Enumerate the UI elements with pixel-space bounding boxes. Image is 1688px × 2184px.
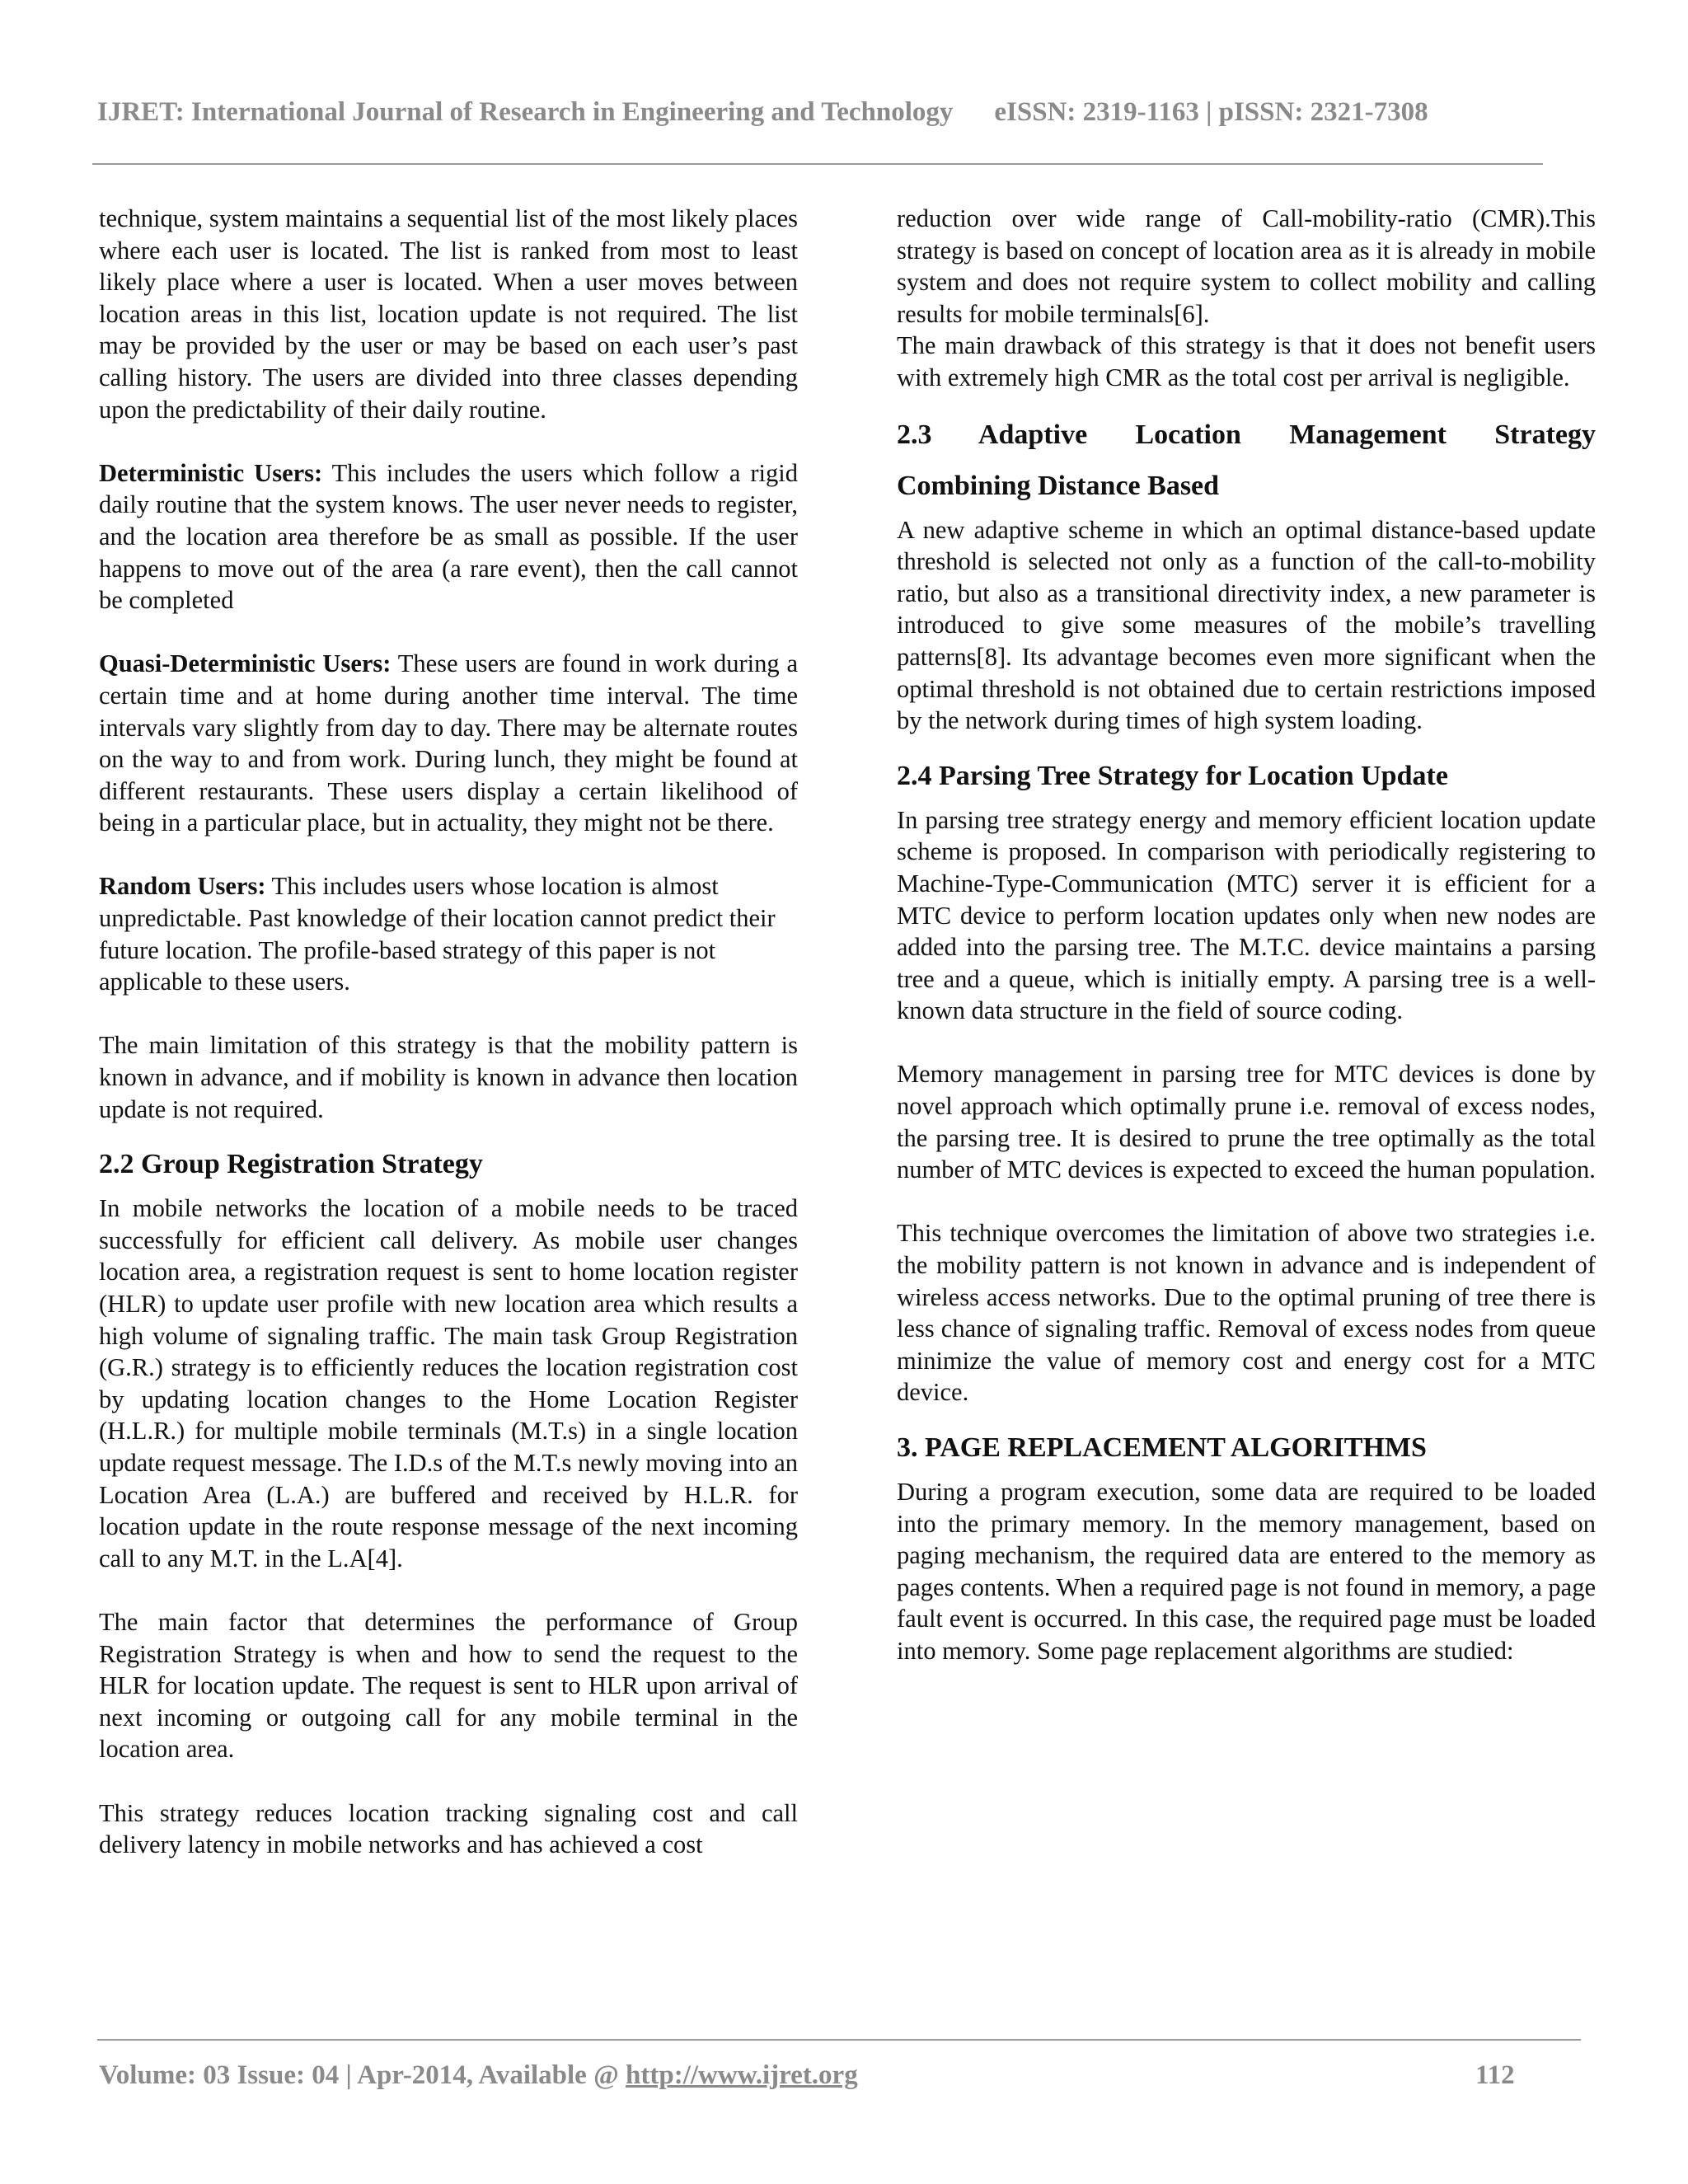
header-rule <box>92 163 1543 165</box>
footer-rule <box>97 2039 1581 2041</box>
page-footer <box>99 2060 1517 2091</box>
page-header <box>97 97 1428 128</box>
paragraph: The main drawback of this strategy is that it does not benefit users with extremely high CMR as the total cost per arrival is negligible. <box>897 331 1596 391</box>
issn-info: eISSN: 2319-1163 | pISSN: 2321-7308 <box>994 97 1428 127</box>
journal-title: IJRET: International Journal of Research in Engineering and Technology <box>97 97 954 127</box>
paragraph-text: This includes the users which follow a rigid daily routine that the system knows. The user never needs to register, and the location area therefore be as small as possible. If the user happens to move out of the area (a rare event), then the call cannot be completed <box>99 458 798 615</box>
deterministic-users-paragraph <box>99 457 798 616</box>
section-heading-2-4: 2.4 Parsing Tree Strategy for Location Update <box>897 760 1448 791</box>
paragraph: This technique overcomes the limitation of above two strategies i.e. the mobility pattern is not known in advance and is independent of wireless access networks. Due to the optimal pruning of tree there is less chance of signaling traffic. Removal of excess nodes from queue minimize the value of memory cost and energy cost for a MTC device. <box>897 1219 1596 1407</box>
paragraph: technique, system maintains a sequential list of the most likely places where each user is located. The list is ranked from most to least likely place where a user is located. When a user moves between location areas in this list, location update is not required. The list may be provided by the user or may be based on each user’s past calling history. The users are divided into three classes depending upon the predictability of their daily routine. <box>99 204 798 424</box>
right-column <box>897 203 1596 1667</box>
quasi-deterministic-users-paragraph <box>99 648 798 839</box>
term-label: Deterministic Users: <box>99 458 323 487</box>
section-heading-2-3: 2.3 Adaptive Location Management Strategy <box>897 419 1596 450</box>
paragraph: A new adaptive scheme in which an optimal distance-based update threshold is selected not only as a function of the call-to-mobility ratio, but also as a transitional directivity index, a new parameter is introduced to give some measures of the mobile’s travelling patterns[8]. Its advantage becomes even more significant when the optimal threshold is not obtained due to certain restrictions imposed by the network during times of high system loading. <box>897 515 1596 735</box>
paragraph: reduction over wide range of Call-mobility-ratio (CMR).This strategy is based on concept of location area as it is already in mobile system and does not require system to collect mobility and calling results for mobile terminals[6]. <box>897 204 1596 328</box>
section-heading-3: 3. PAGE REPLACEMENT ALGORITHMS <box>897 1432 1427 1463</box>
section-heading-2-2: 2.2 Group Registration Strategy <box>99 1149 483 1180</box>
paragraph: In parsing tree strategy energy and memory efficient location update scheme is proposed. In comparison with periodically registering to Machine-Type-Communication (MTC) server it is efficient for a MTC device to perform location updates only when new nodes are added into the parsing tree. The M.T.C. device maintains a parsing tree and a queue, which is initially empty. A parsing tree is a well-known data structure in the field of source coding. <box>897 805 1596 1025</box>
page-number: 112 <box>1475 2060 1515 2090</box>
section-heading-2-3-continued: Combining Distance Based <box>897 470 1220 501</box>
random-users-paragraph <box>99 870 798 997</box>
journal-link[interactable]: http://www.ijret.org <box>626 2060 858 2090</box>
paragraph: Memory management in parsing tree for MTC devices is done by novel approach which optimally prune i.e. removal of excess nodes, the parsing tree. It is desired to prune the tree optimally as the total number of MTC devices is expected to exceed the human population. <box>897 1060 1596 1184</box>
volume-info: Volume: 03 Issue: 04 | Apr-2014, Available @ <box>99 2060 626 2090</box>
paragraph: During a program execution, some data are required to be loaded into the primary memory. In the memory management, based on paging mechanism, the required data are entered to the memory as pages contents. When a required page is not found in memory, a page fault event is occurred. In this case, the required page must be loaded into memory. Some page replacement algorithms are studied: <box>897 1478 1596 1665</box>
term-label: Quasi-Deterministic Users: <box>99 649 392 678</box>
paragraph: In mobile networks the location of a mobile needs to be traced successfully for efficient call delivery. As mobile user changes location area, a registration request is sent to home location register (HLR) to update user profile with new location area which results a high volume of signaling traffic. The main task Group Registration (G.R.) strategy is to efficiently reduces the location registration cost by updating location changes to the Home Location Register (H.L.R.) for multiple mobile terminals (M.T.s) in a single location update request message. The I.D.s of the M.T.s newly moving into an Location Area (L.A.) are buffered and received by H.L.R. for location update in the route response message of the next incoming call to any M.T. in the L.A[4]. <box>99 1194 798 1572</box>
left-column <box>99 203 798 1861</box>
paragraph-text: This includes users whose location is almost unpredictable. Past knowledge of their location cannot predict their future location. The profile-based strategy of this paper is not applicable to these users. <box>99 872 776 996</box>
paragraph: The main limitation of this strategy is that the mobility pattern is known in advance, and if mobility is known in advance then location update is not required. <box>99 1031 798 1123</box>
paragraph: The main factor that determines the performance of Group Registration Strategy is when and how to send the request to the HLR for location update. The request is sent to HLR upon arrival of next incoming or outgoing call for any mobile terminal in the location area. <box>99 1607 798 1764</box>
paragraph: This strategy reduces location tracking signaling cost and call delivery latency in mobile networks and has achieved a cost <box>99 1798 798 1859</box>
term-label: Random Users: <box>99 872 266 901</box>
paragraph-text: These users are found in work during a certain time and at home during another time interval. The time intervals vary slightly from day to day. There may be alternate routes on the way to and from work. During lunch, they might be found at different restaurants. These users display a certain likelihood of being in a particular place, but in actuality, they might not be there. <box>99 649 798 837</box>
